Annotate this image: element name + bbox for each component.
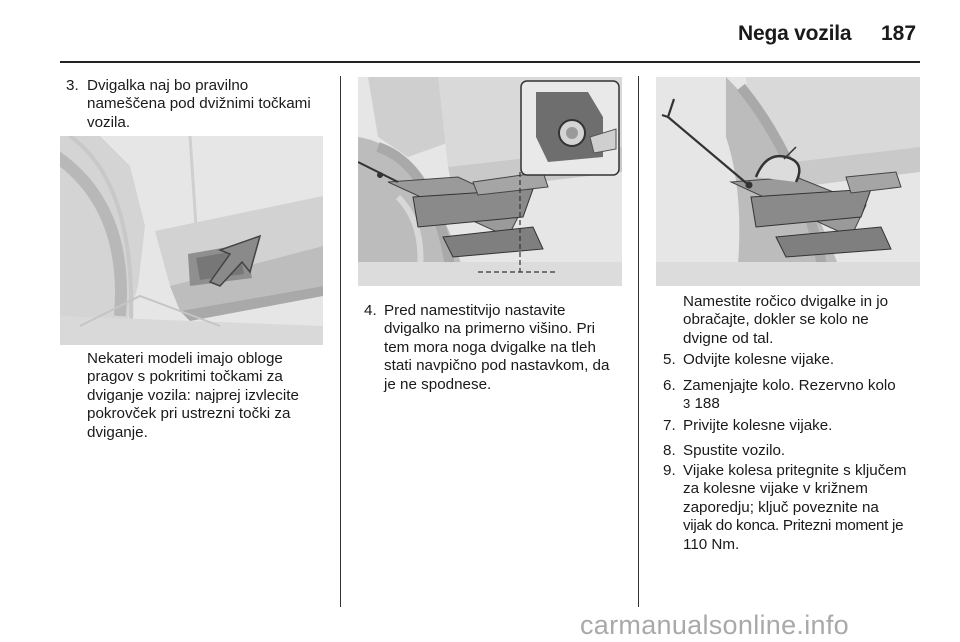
step-9-line: za kolesne vijake v križnem <box>683 480 868 498</box>
note-line: Nekateri modeli imajo obloge <box>87 350 283 367</box>
step-4-line: stati navpično pod nastavkom, da <box>384 357 610 375</box>
note-line: pragov s pokritimi točkami za <box>87 368 283 386</box>
step-4-line: tem mora noga dvigalke na tleh <box>384 338 596 356</box>
step-4-number: 4. <box>364 302 377 319</box>
step-9-line: Vijake kolesa pritegnite s ključem <box>683 462 907 479</box>
step-6-ref[interactable] <box>683 395 896 413</box>
step-4-line: dvigalko na primerno višino. Pri <box>384 320 596 338</box>
step-3-number: 3. <box>66 77 79 94</box>
column-divider-1 <box>340 76 341 607</box>
step-3-line: nameščena pod dvižnimi točkami <box>87 95 311 113</box>
step-4-line: je ne spodnese. <box>384 375 492 393</box>
step-6-number: 6. <box>663 377 676 394</box>
note-line: dviganje vozila: najprej izvlecite <box>87 386 299 404</box>
figure-jack-crank <box>656 77 920 286</box>
note-line: dviganje. <box>87 423 148 441</box>
figure-jack-positioning <box>358 77 622 286</box>
note-line: obračajte, dokler se kolo ne <box>683 311 869 329</box>
step-7-number: 7. <box>663 417 676 434</box>
step-8-number: 8. <box>663 442 676 459</box>
step-7-text: Privijte kolesne vijake. <box>683 417 833 434</box>
page-number: 187 <box>881 22 917 45</box>
note-line: dvigne od tal. <box>683 329 774 347</box>
step-9-number: 9. <box>663 462 676 479</box>
step-6-text <box>683 377 896 414</box>
note-line: pokrovček pri ustrezni točki za <box>87 405 291 423</box>
figure-sill-cover <box>60 136 323 345</box>
crank-note <box>683 293 888 348</box>
step-9-text <box>683 462 906 554</box>
step-8-text: Spustite vozilo. <box>683 442 786 459</box>
step-3-line: vozila. <box>87 113 131 131</box>
note-line: Namestite ročico dvigalke in jo <box>683 293 889 310</box>
step-9-line: vijak do konca. Pritezni moment je <box>683 517 904 535</box>
column-divider-2 <box>638 76 639 607</box>
sill-cover-note <box>87 350 299 442</box>
step-4-text <box>384 302 609 394</box>
step-3-text <box>87 77 311 132</box>
page-reference-number: 188 <box>694 395 720 413</box>
step-6-line: Zamenjajte kolo. Rezervno kolo <box>683 377 896 394</box>
page-header-title: Nega vozila <box>738 22 852 45</box>
header-rule <box>60 61 920 63</box>
step-3-line: Dvigalka naj bo pravilno <box>87 77 249 94</box>
step-4-line: Pred namestitvijo nastavite <box>384 302 566 319</box>
step-5-number: 5. <box>663 351 676 368</box>
watermark: carmanualsonline.info <box>580 610 849 640</box>
page-reference-icon: 3 <box>683 396 691 412</box>
step-5-text: Odvijte kolesne vijake. <box>683 351 835 368</box>
step-9-line: 110 Nm. <box>683 535 740 553</box>
step-9-line: zaporedju; ključ poveznite na <box>683 498 879 516</box>
